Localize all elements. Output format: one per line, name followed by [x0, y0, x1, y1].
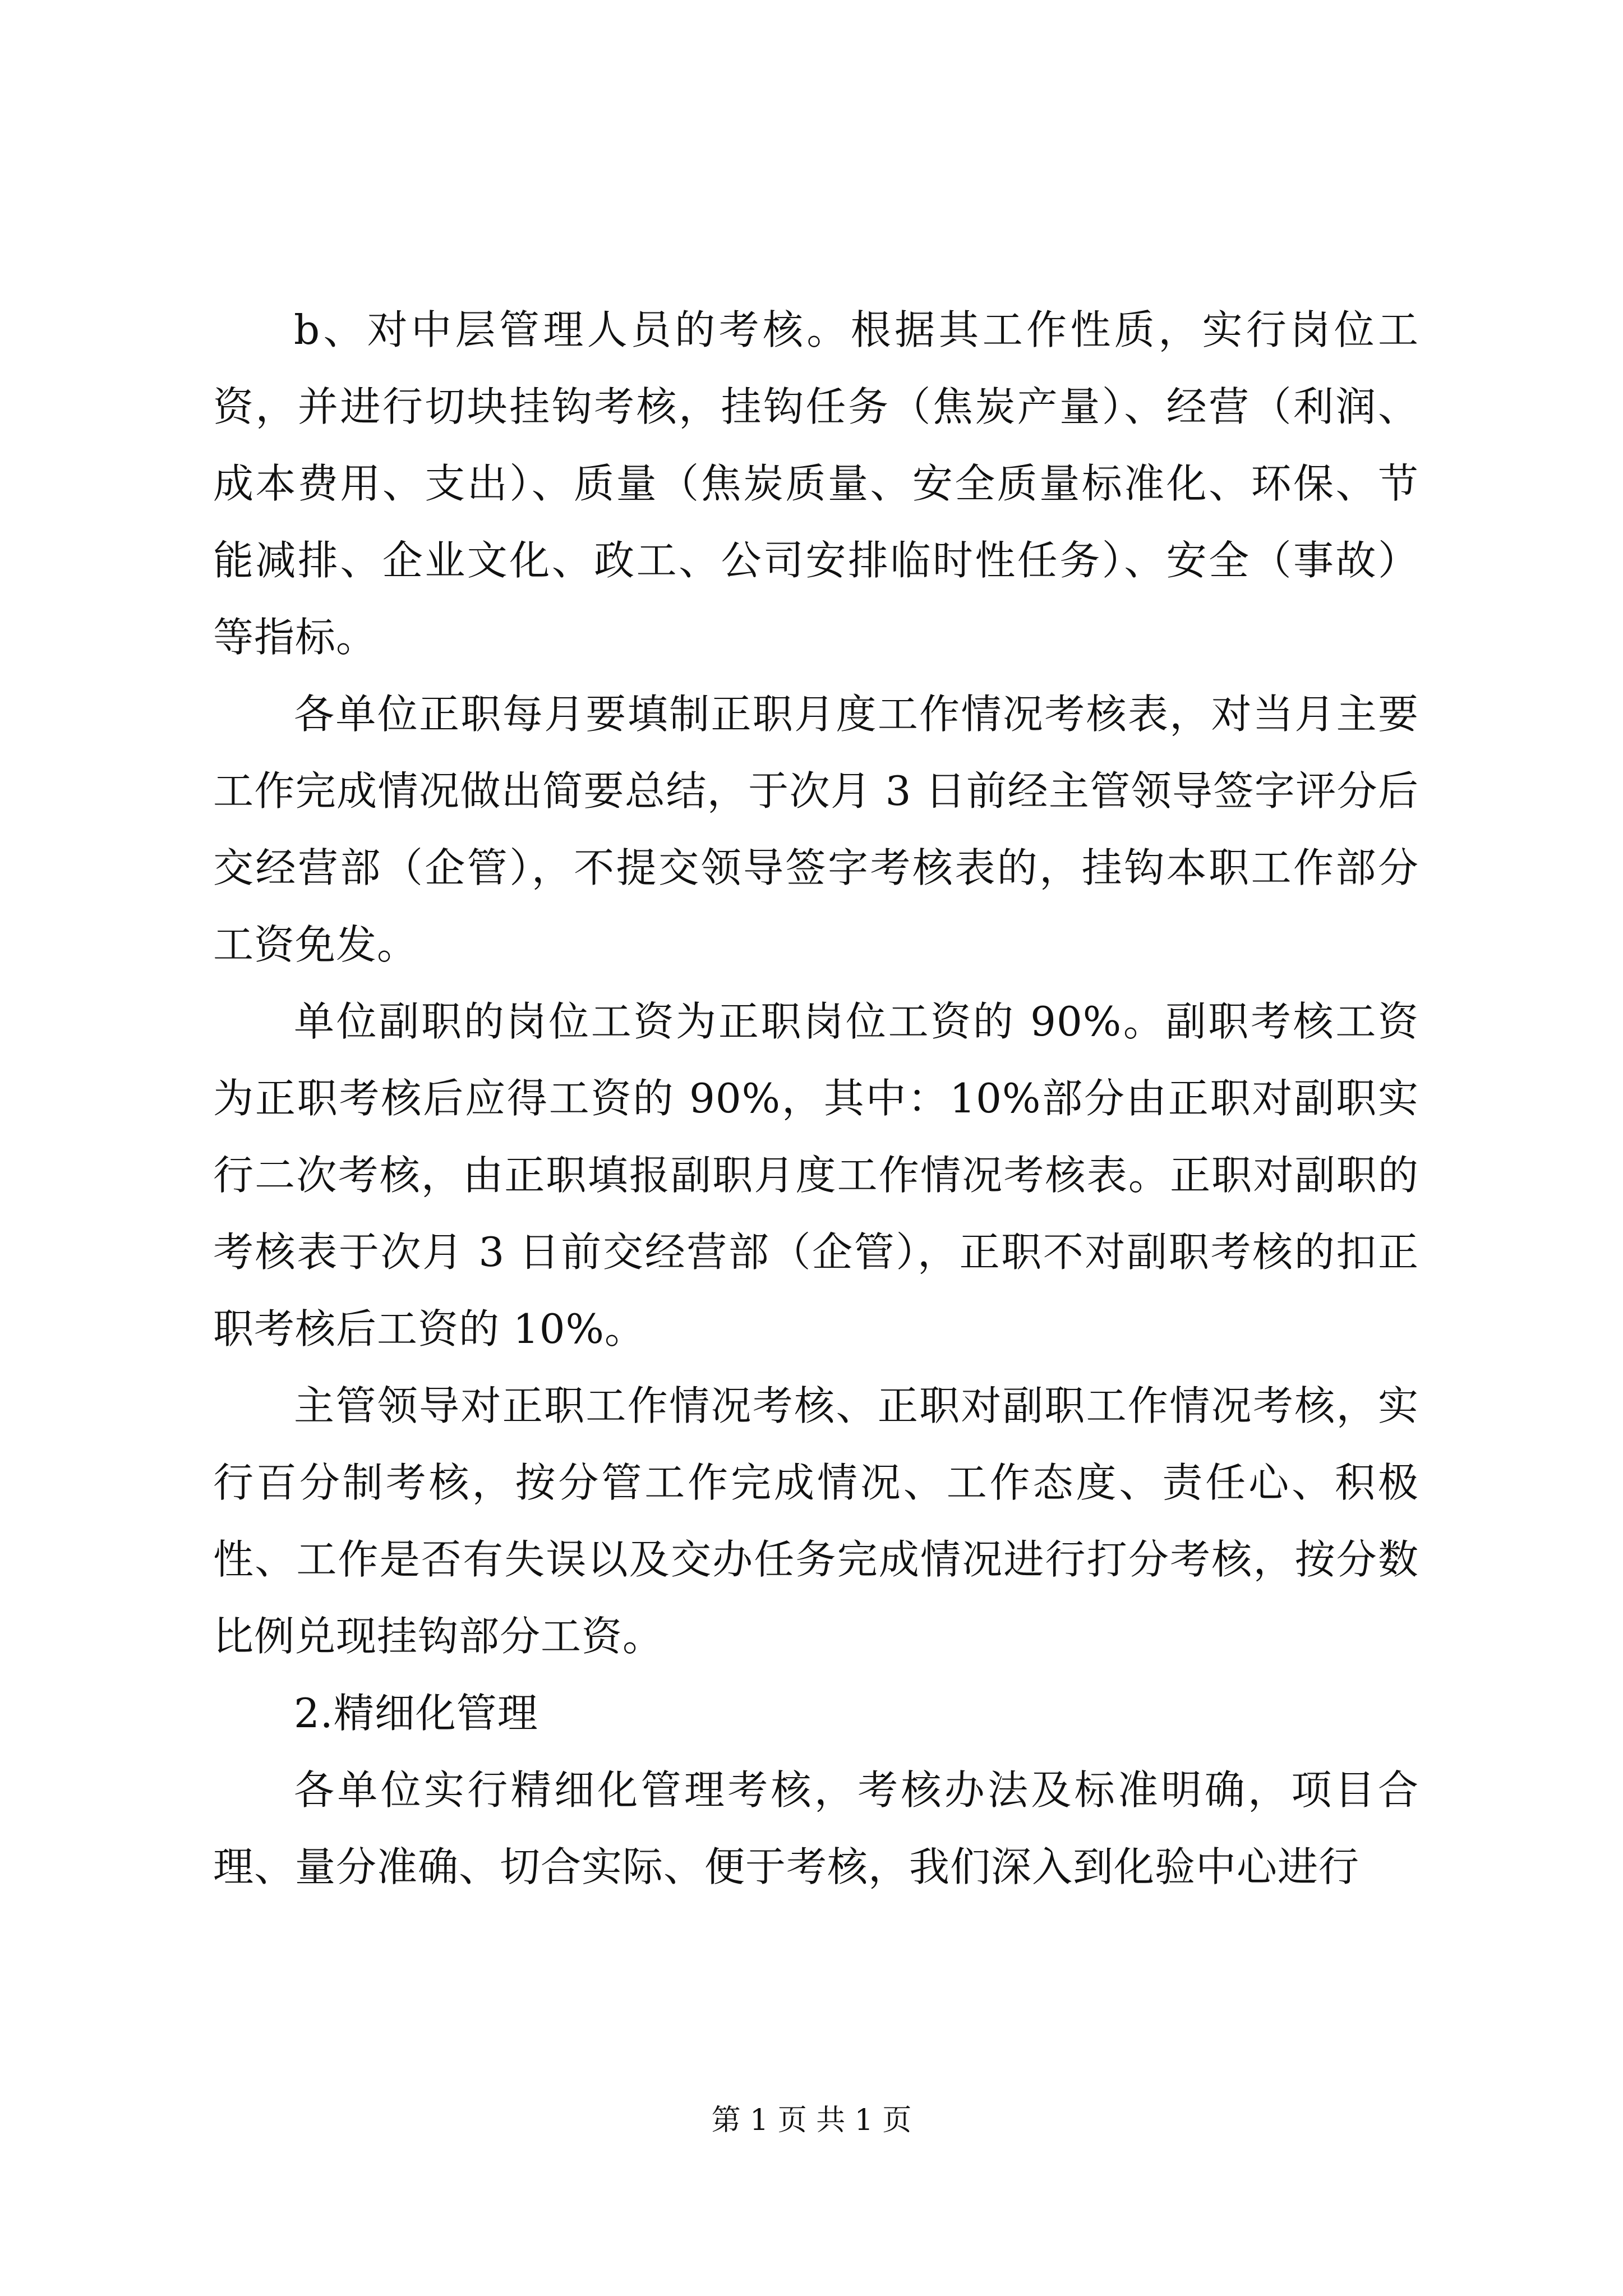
paragraph-principal-assessment: 各单位正职每月要填制正职月度工作情况考核表，对当月主要工作完成情况做出简要总结，于次月 3 日前经主管领导签字评分后交经营部（企管），不提交领导签字考核表的，挂钩本职工作部分工资免发。: [213, 691, 1419, 968]
paragraph-refined-management: 各单位实行精细化管理考核，考核办法及标准明确，项目合理、量分准确、切合实际、便于考核，我们深入到化验中心进行: [213, 1766, 1419, 1890]
paragraph-deputy-salary: 单位副职的岗位工资为正职岗位工资的 90%。副职考核工资为正职考核后应得工资的 90%，其中：10%部分由正职对副职实行二次考核，由正职填报副职月度工作情况考核表。正职对副职的考核表于次月 3 日前交经营部（企管），正职不对副职考核的扣正职考核后工资的 10%。: [213, 998, 1419, 1352]
document-body: [213, 292, 1419, 1906]
page-footer: 第 1 页 共 1 页: [711, 2104, 912, 2137]
paragraph-percentage-assessment: 主管领导对正职工作情况考核、正职对副职工作情况考核，实行百分制考核，按分管工作完成情况、工作态度、责任心、积极性、工作是否有失误以及交办任务完成情况进行打分考核，按分数比例兑现挂钩部分工资。: [213, 1382, 1419, 1660]
section-heading-refined-management: 2.精细化管理: [294, 1690, 538, 1737]
paragraph-middle-management: b、对中层管理人员的考核。根据其工作性质，实行岗位工资，并进行切块挂钩考核，挂钩任务（焦炭产量）、经营（利润、成本费用、支出）、质量（焦炭质量、安全质量标准化、环保、节能减排、企业文化、政工、公司安排临时性任务）、安全（事故）等指标。: [213, 306, 1419, 661]
